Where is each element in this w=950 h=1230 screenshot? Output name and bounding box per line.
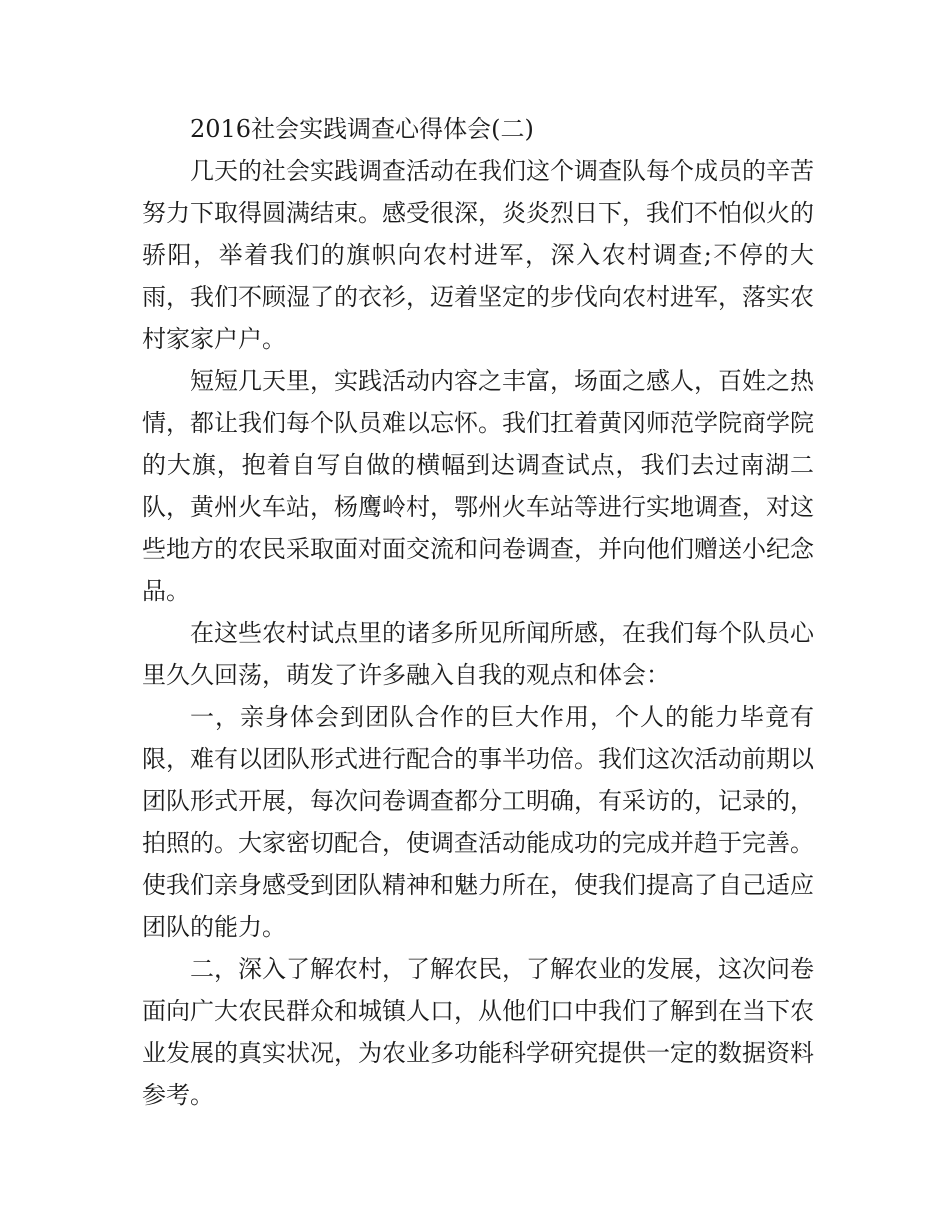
paragraph-4: 一，亲身体会到团队合作的巨大作用，个人的能力毕竟有限，难有以团队形式进行配合的事半功倍。我们这次活动前期以团队形式开展，每次问卷调查都分工明确，有采访的，记录的，拍照的。大家密切配合，使调查活动能成功的完成并趋于完善。使我们亲身感受到团队精神和魅力所在，使我们提高了自己适应团队的能力。 bbox=[142, 703, 814, 941]
paragraph-2: 短短几天里，实践活动内容之丰富，场面之感人，百姓之热情，都让我们每个队员难以忘怀。我们扛着黄冈师范学院商学院的大旗，抱着自写自做的横幅到达调查试点，我们去过南湖二队，黄州火车站，杨鹰岭村，鄂州火车站等进行实地调查，对这些地方的农民采取面对面交流和问卷调查，并向他们赠送小纪念品。 bbox=[142, 367, 814, 605]
paragraph-3: 在这些农村试点里的诸多所见所闻所感，在我们每个队员心里久久回荡，萌发了许多融入自我的观点和体会： bbox=[142, 619, 814, 689]
paragraph-1: 几天的社会实践调查活动在我们这个调查队每个成员的辛苦努力下取得圆满结束。感受很深，炎炎烈日下，我们不怕似火的骄阳，举着我们的旗帜向农村进军，深入农村调查;不停的大雨，我们不顾湿了的衣衫，迈着坚定的步伐向农村进军，落实农村家家户户。 bbox=[142, 157, 814, 353]
document-title: 2016社会实践调查心得体会(二) bbox=[190, 115, 534, 143]
document-body bbox=[142, 108, 814, 1116]
paragraph-5: 二，深入了解农村，了解农民，了解农业的发展，这次问卷面向广大农民群众和城镇人口，从他们口中我们了解到在当下农业发展的真实状况，为农业多功能科学研究提供一定的数据资料参考。 bbox=[142, 955, 814, 1109]
